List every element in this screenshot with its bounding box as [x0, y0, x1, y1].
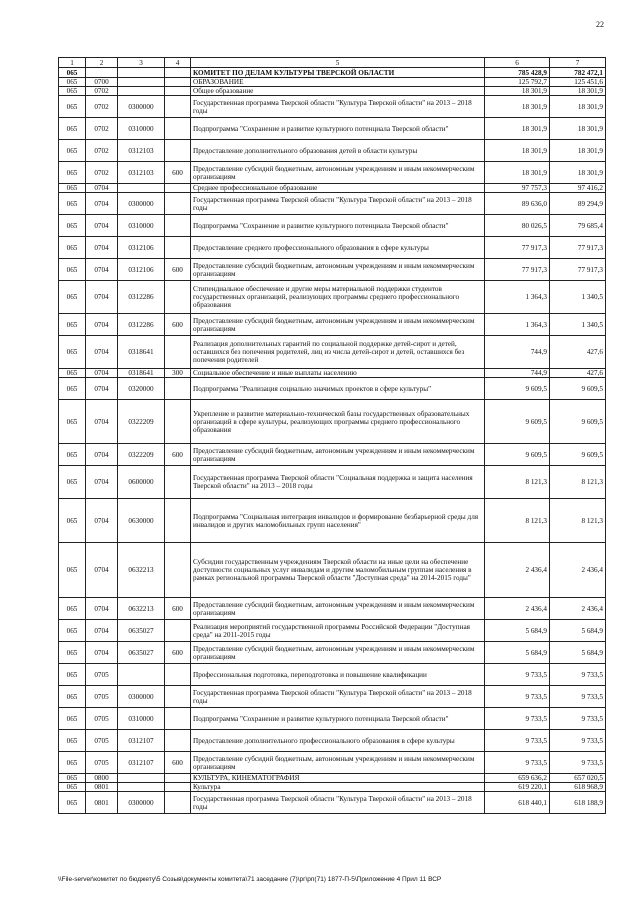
- expense-type-cell: [165, 336, 191, 369]
- amount-col7-cell: 5 684,9: [550, 642, 606, 664]
- budget-table: [58, 57, 606, 814]
- expense-type-cell: [165, 792, 191, 814]
- table-row: [59, 314, 606, 336]
- name-cell: КОМИТЕТ ПО ДЕЛАМ КУЛЬТУРЫ ТВЕРСКОЙ ОБЛАСТИ: [191, 68, 485, 78]
- amount-col7-cell: 427,6: [550, 369, 606, 378]
- name-cell: Подпрограмма "Сохранение и развитие культурного потенциала Тверской области": [191, 708, 485, 730]
- admin-code-cell: 065: [59, 708, 86, 730]
- target-code-cell: 0632213: [118, 598, 165, 620]
- admin-code-cell: 065: [59, 378, 86, 400]
- name-cell: Субсидии государственным учреждениям Тверской области на иные цели на обеспечение доступности социальных услуг инвалидам и другим маломобильным группам населения в рамках региональной программы Тверской области "Доступная среда" на 2014-2015 годы": [191, 543, 485, 598]
- expense-type-cell: [165, 96, 191, 118]
- amount-col7-cell: 1 340,5: [550, 281, 606, 314]
- admin-code-cell: 065: [59, 543, 86, 598]
- amount-col6-cell: 619 220,1: [485, 783, 550, 792]
- table-row: [59, 68, 606, 78]
- section-code-cell: 0704: [86, 466, 118, 499]
- table-row: [59, 686, 606, 708]
- amount-col6-cell: 785 428,9: [485, 68, 550, 78]
- expense-type-cell: [165, 664, 191, 686]
- amount-col6-cell: 2 436,4: [485, 543, 550, 598]
- table-row: [59, 730, 606, 752]
- amount-col7-cell: 5 684,9: [550, 620, 606, 642]
- amount-col7-cell: 782 472,1: [550, 68, 606, 78]
- table-row: [59, 598, 606, 620]
- admin-code-cell: 065: [59, 598, 86, 620]
- admin-code-cell: 065: [59, 792, 86, 814]
- amount-col6-cell: 18 301,9: [485, 118, 550, 140]
- admin-code-cell: 065: [59, 774, 86, 783]
- amount-col6-cell: 744,9: [485, 369, 550, 378]
- table-row: [59, 237, 606, 259]
- header-col-7: 7: [550, 58, 606, 68]
- expense-type-cell: [165, 686, 191, 708]
- amount-col7-cell: 9 609,5: [550, 400, 606, 444]
- name-cell: Предоставление субсидий бюджетным, автономным учреждениям и иным некоммерческим организациям: [191, 598, 485, 620]
- target-code-cell: 0630000: [118, 499, 165, 543]
- expense-type-cell: [165, 730, 191, 752]
- amount-col7-cell: 2 436,4: [550, 543, 606, 598]
- table-row: [59, 193, 606, 215]
- amount-col7-cell: 8 121,3: [550, 466, 606, 499]
- table-row: [59, 369, 606, 378]
- amount-col7-cell: 77 917,3: [550, 259, 606, 281]
- amount-col7-cell: 9 733,5: [550, 664, 606, 686]
- amount-col7-cell: 9 609,5: [550, 444, 606, 466]
- target-code-cell: 0300000: [118, 193, 165, 215]
- amount-col6-cell: 9 733,5: [485, 708, 550, 730]
- target-code-cell: 0310000: [118, 118, 165, 140]
- amount-col7-cell: 79 685,4: [550, 215, 606, 237]
- amount-col6-cell: 9 733,5: [485, 752, 550, 774]
- expense-type-cell: [165, 774, 191, 783]
- section-code-cell: [86, 68, 118, 78]
- name-cell: Государственная программа Тверской области "Культура Тверской области" на 2013 – 2018 годы: [191, 686, 485, 708]
- admin-code-cell: 065: [59, 730, 86, 752]
- amount-col6-cell: 8 121,3: [485, 499, 550, 543]
- table-row: [59, 140, 606, 162]
- amount-col7-cell: 18 301,9: [550, 87, 606, 96]
- section-code-cell: 0704: [86, 400, 118, 444]
- section-code-cell: 0704: [86, 193, 118, 215]
- target-code-cell: 0312103: [118, 162, 165, 184]
- section-code-cell: 0704: [86, 642, 118, 664]
- table-row: [59, 78, 606, 87]
- table-row: [59, 499, 606, 543]
- amount-col6-cell: 18 301,9: [485, 87, 550, 96]
- expense-type-cell: [165, 184, 191, 193]
- target-code-cell: [118, 87, 165, 96]
- admin-code-cell: 065: [59, 752, 86, 774]
- table-row: [59, 184, 606, 193]
- amount-col7-cell: 18 301,9: [550, 118, 606, 140]
- amount-col7-cell: 8 121,3: [550, 499, 606, 543]
- admin-code-cell: 065: [59, 466, 86, 499]
- expense-type-cell: [165, 237, 191, 259]
- name-cell: Предоставление дополнительного образования детей в области культуры: [191, 140, 485, 162]
- expense-type-cell: [165, 378, 191, 400]
- amount-col6-cell: 2 436,4: [485, 598, 550, 620]
- file-path-footer: \\File-server\комитет по бюджету\5 Созыв\документы комитета\71 заседание (7)\рг\рп(71) 1877-П-5\Приложение 4 Прил 11 ВСР: [58, 876, 442, 883]
- admin-code-cell: 065: [59, 68, 86, 78]
- name-cell: Реализация дополнительных гарантий по социальной поддержке детей-сирот и детей, оставшихся без попечения родителей, лиц из числа детей-сирот и детей, оставшихся без попечения родителей: [191, 336, 485, 369]
- name-cell: Укрепление и развитие материально-технической базы государственных образовательных организаций в сфере культуры, реализующих программы среднего профессионального образования: [191, 400, 485, 444]
- expense-type-cell: [165, 620, 191, 642]
- target-code-cell: 0312106: [118, 237, 165, 259]
- section-code-cell: 0702: [86, 96, 118, 118]
- admin-code-cell: 065: [59, 400, 86, 444]
- name-cell: Общее образование: [191, 87, 485, 96]
- name-cell: Подпрограмма "Сохранение и развитие культурного потенциала Тверской области": [191, 215, 485, 237]
- header-col-2: 2: [86, 58, 118, 68]
- table-row: [59, 118, 606, 140]
- name-cell: Предоставление дополнительного профессионального образования в сфере культуры: [191, 730, 485, 752]
- section-code-cell: 0705: [86, 708, 118, 730]
- table-row: [59, 96, 606, 118]
- target-code-cell: 0318641: [118, 336, 165, 369]
- name-cell: Предоставление субсидий бюджетным, автономным учреждениям и иным некоммерческим организациям: [191, 642, 485, 664]
- section-code-cell: 0700: [86, 78, 118, 87]
- target-code-cell: 0312103: [118, 140, 165, 162]
- table-row: [59, 752, 606, 774]
- header-col-5: 5: [191, 58, 485, 68]
- target-code-cell: [118, 78, 165, 87]
- admin-code-cell: 065: [59, 369, 86, 378]
- name-cell: Стипендиальное обеспечение и другие меры материальной поддержки студентов государственных организаций, реализующих программы среднего профессионального образования: [191, 281, 485, 314]
- amount-col7-cell: 125 451,6: [550, 78, 606, 87]
- amount-col7-cell: 9 733,5: [550, 686, 606, 708]
- amount-col6-cell: 97 757,3: [485, 184, 550, 193]
- amount-col7-cell: 618 188,9: [550, 792, 606, 814]
- admin-code-cell: 065: [59, 237, 86, 259]
- admin-code-cell: 065: [59, 96, 86, 118]
- target-code-cell: 0600000: [118, 466, 165, 499]
- expense-type-cell: [165, 215, 191, 237]
- table-row: [59, 444, 606, 466]
- name-cell: Предоставление субсидий бюджетным, автономным учреждениям и иным некоммерческим организациям: [191, 314, 485, 336]
- amount-col7-cell: 1 340,5: [550, 314, 606, 336]
- name-cell: Государственная программа Тверской области "Культура Тверской области" на 2013 – 2018 годы: [191, 96, 485, 118]
- name-cell: Среднее профессиональное образование: [191, 184, 485, 193]
- name-cell: Реализация мероприятий государственной программы Российской Федерации "Доступная среда" на 2011-2015 годы: [191, 620, 485, 642]
- section-code-cell: 0704: [86, 215, 118, 237]
- name-cell: Подпрограмма "Сохранение и развитие культурного потенциала Тверской области": [191, 118, 485, 140]
- section-code-cell: 0704: [86, 259, 118, 281]
- table-row: [59, 162, 606, 184]
- amount-col6-cell: 1 364,3: [485, 281, 550, 314]
- amount-col7-cell: 89 294,9: [550, 193, 606, 215]
- amount-col7-cell: 97 416,2: [550, 184, 606, 193]
- amount-col6-cell: 1 364,3: [485, 314, 550, 336]
- target-code-cell: 0300000: [118, 96, 165, 118]
- admin-code-cell: 065: [59, 118, 86, 140]
- target-code-cell: 0318641: [118, 369, 165, 378]
- amount-col6-cell: 8 121,3: [485, 466, 550, 499]
- target-code-cell: [118, 783, 165, 792]
- section-code-cell: 0704: [86, 184, 118, 193]
- admin-code-cell: 065: [59, 444, 86, 466]
- admin-code-cell: 065: [59, 686, 86, 708]
- expense-type-cell: [165, 783, 191, 792]
- target-code-cell: [118, 68, 165, 78]
- expense-type-cell: [165, 118, 191, 140]
- section-code-cell: 0702: [86, 87, 118, 96]
- admin-code-cell: 065: [59, 642, 86, 664]
- section-code-cell: 0704: [86, 237, 118, 259]
- amount-col7-cell: 2 436,4: [550, 598, 606, 620]
- admin-code-cell: 065: [59, 336, 86, 369]
- section-code-cell: 0801: [86, 783, 118, 792]
- section-code-cell: 0705: [86, 686, 118, 708]
- section-code-cell: 0704: [86, 369, 118, 378]
- admin-code-cell: 065: [59, 259, 86, 281]
- admin-code-cell: 065: [59, 215, 86, 237]
- section-code-cell: 0704: [86, 620, 118, 642]
- expense-type-cell: [165, 499, 191, 543]
- table-row: [59, 664, 606, 686]
- name-cell: Предоставление субсидий бюджетным, автономным учреждениям и иным некоммерческим организациям: [191, 259, 485, 281]
- section-code-cell: 0704: [86, 543, 118, 598]
- expense-type-cell: [165, 87, 191, 96]
- expense-type-cell: [165, 193, 191, 215]
- table-header-row: [59, 58, 606, 68]
- amount-col6-cell: 89 636,0: [485, 193, 550, 215]
- name-cell: Подпрограмма "Социальная интеграция инвалидов и формирование безбарьерной среды для инвалидов и других маломобильных групп населения": [191, 499, 485, 543]
- table-row: [59, 783, 606, 792]
- name-cell: Государственная программа Тверской области "Культура Тверской области" на 2013 – 2018 годы: [191, 193, 485, 215]
- section-code-cell: 0702: [86, 140, 118, 162]
- name-cell: Социальное обеспечение и иные выплаты населению: [191, 369, 485, 378]
- name-cell: Предоставление субсидий бюджетным, автономным учреждениям и иным некоммерческим организациям: [191, 162, 485, 184]
- section-code-cell: 0704: [86, 336, 118, 369]
- admin-code-cell: 065: [59, 620, 86, 642]
- target-code-cell: 0312107: [118, 752, 165, 774]
- expense-type-cell: [165, 466, 191, 499]
- target-code-cell: 0322209: [118, 400, 165, 444]
- name-cell: Предоставление среднего профессионального образования в сфере культуры: [191, 237, 485, 259]
- target-code-cell: 0312286: [118, 281, 165, 314]
- admin-code-cell: 065: [59, 314, 86, 336]
- expense-type-cell: [165, 400, 191, 444]
- amount-col6-cell: 77 917,3: [485, 237, 550, 259]
- table-row: [59, 215, 606, 237]
- admin-code-cell: 065: [59, 193, 86, 215]
- amount-col7-cell: 77 917,3: [550, 237, 606, 259]
- section-code-cell: 0704: [86, 281, 118, 314]
- amount-col6-cell: 5 684,9: [485, 620, 550, 642]
- header-col-1: 1: [59, 58, 86, 68]
- amount-col7-cell: 18 301,9: [550, 140, 606, 162]
- name-cell: Предоставление субсидий бюджетным, автономным учреждениям и иным некоммерческим организациям: [191, 444, 485, 466]
- amount-col6-cell: 18 301,9: [485, 162, 550, 184]
- target-code-cell: 0635027: [118, 642, 165, 664]
- target-code-cell: 0632213: [118, 543, 165, 598]
- admin-code-cell: 065: [59, 87, 86, 96]
- table-row: [59, 466, 606, 499]
- name-cell: Подпрограмма "Реализация социально значимых проектов в сфере культуры": [191, 378, 485, 400]
- amount-col6-cell: 9 733,5: [485, 730, 550, 752]
- section-code-cell: 0704: [86, 314, 118, 336]
- header-col-4: 4: [165, 58, 191, 68]
- section-code-cell: 0800: [86, 774, 118, 783]
- section-code-cell: 0704: [86, 598, 118, 620]
- amount-col7-cell: 618 968,9: [550, 783, 606, 792]
- section-code-cell: 0704: [86, 378, 118, 400]
- amount-col6-cell: 18 301,9: [485, 96, 550, 118]
- expense-type-cell: [165, 543, 191, 598]
- section-code-cell: 0702: [86, 118, 118, 140]
- table-row: [59, 281, 606, 314]
- table-row: [59, 378, 606, 400]
- admin-code-cell: 065: [59, 281, 86, 314]
- admin-code-cell: 065: [59, 162, 86, 184]
- admin-code-cell: 065: [59, 140, 86, 162]
- admin-code-cell: 065: [59, 184, 86, 193]
- amount-col6-cell: 9 733,5: [485, 664, 550, 686]
- admin-code-cell: 065: [59, 499, 86, 543]
- page-number: 22: [596, 20, 604, 29]
- expense-type-cell: 300: [165, 369, 191, 378]
- expense-type-cell: 600: [165, 444, 191, 466]
- amount-col6-cell: 77 917,3: [485, 259, 550, 281]
- name-cell: Культура: [191, 783, 485, 792]
- table-row: [59, 543, 606, 598]
- expense-type-cell: 600: [165, 314, 191, 336]
- amount-col7-cell: 657 020,5: [550, 774, 606, 783]
- target-code-cell: 0320000: [118, 378, 165, 400]
- amount-col6-cell: 18 301,9: [485, 140, 550, 162]
- expense-type-cell: 600: [165, 598, 191, 620]
- target-code-cell: 0300000: [118, 686, 165, 708]
- table-row: [59, 336, 606, 369]
- section-code-cell: 0704: [86, 444, 118, 466]
- expense-type-cell: [165, 708, 191, 730]
- name-cell: Профессиональная подготовка, переподготовка и повышение квалификации: [191, 664, 485, 686]
- target-code-cell: [118, 184, 165, 193]
- expense-type-cell: 600: [165, 259, 191, 281]
- expense-type-cell: 600: [165, 752, 191, 774]
- target-code-cell: 0310000: [118, 708, 165, 730]
- name-cell: Государственная программа Тверской области "Культура Тверской области" на 2013 – 2018 годы: [191, 792, 485, 814]
- amount-col6-cell: 9 609,5: [485, 400, 550, 444]
- table-row: [59, 642, 606, 664]
- expense-type-cell: [165, 140, 191, 162]
- admin-code-cell: 065: [59, 78, 86, 87]
- expense-type-cell: [165, 78, 191, 87]
- amount-col6-cell: 9 609,5: [485, 378, 550, 400]
- table-row: [59, 620, 606, 642]
- section-code-cell: 0702: [86, 162, 118, 184]
- target-code-cell: 0310000: [118, 215, 165, 237]
- table-row: [59, 708, 606, 730]
- amount-col6-cell: 9 609,5: [485, 444, 550, 466]
- amount-col6-cell: 618 440,1: [485, 792, 550, 814]
- section-code-cell: 0705: [86, 730, 118, 752]
- target-code-cell: 0312286: [118, 314, 165, 336]
- amount-col7-cell: 427,6: [550, 336, 606, 369]
- target-code-cell: 0322209: [118, 444, 165, 466]
- name-cell: Предоставление субсидий бюджетным, автономным учреждениям и иным некоммерческим организациям: [191, 752, 485, 774]
- table-row: [59, 87, 606, 96]
- table-row: [59, 400, 606, 444]
- admin-code-cell: 065: [59, 664, 86, 686]
- amount-col7-cell: 18 301,9: [550, 96, 606, 118]
- amount-col6-cell: 9 733,5: [485, 686, 550, 708]
- name-cell: КУЛЬТУРА, КИНЕМАТОГРАФИЯ: [191, 774, 485, 783]
- amount-col6-cell: 80 026,5: [485, 215, 550, 237]
- target-code-cell: [118, 774, 165, 783]
- amount-col6-cell: 5 684,9: [485, 642, 550, 664]
- section-code-cell: 0705: [86, 752, 118, 774]
- section-code-cell: 0704: [86, 499, 118, 543]
- section-code-cell: 0801: [86, 792, 118, 814]
- target-code-cell: 0312107: [118, 730, 165, 752]
- amount-col7-cell: 9 733,5: [550, 730, 606, 752]
- amount-col6-cell: 125 792,7: [485, 78, 550, 87]
- name-cell: Государственная программа Тверской области "Социальная поддержка и защита населения Тверской области" на 2013 – 2018 годы: [191, 466, 485, 499]
- amount-col7-cell: 9 733,5: [550, 752, 606, 774]
- target-code-cell: 0300000: [118, 792, 165, 814]
- amount-col7-cell: 18 301,9: [550, 162, 606, 184]
- header-col-6: 6: [485, 58, 550, 68]
- table-row: [59, 259, 606, 281]
- expense-type-cell: [165, 281, 191, 314]
- expense-type-cell: [165, 68, 191, 78]
- header-col-3: 3: [118, 58, 165, 68]
- expense-type-cell: 600: [165, 162, 191, 184]
- section-code-cell: 0705: [86, 664, 118, 686]
- amount-col7-cell: 9 733,5: [550, 708, 606, 730]
- name-cell: ОБРАЗОВАНИЕ: [191, 78, 485, 87]
- target-code-cell: [118, 664, 165, 686]
- expense-type-cell: 600: [165, 642, 191, 664]
- admin-code-cell: 065: [59, 783, 86, 792]
- table-row: [59, 774, 606, 783]
- amount-col7-cell: 9 609,5: [550, 378, 606, 400]
- amount-col6-cell: 744,9: [485, 336, 550, 369]
- target-code-cell: 0635027: [118, 620, 165, 642]
- target-code-cell: 0312106: [118, 259, 165, 281]
- amount-col6-cell: 659 636,2: [485, 774, 550, 783]
- table-row: [59, 792, 606, 814]
